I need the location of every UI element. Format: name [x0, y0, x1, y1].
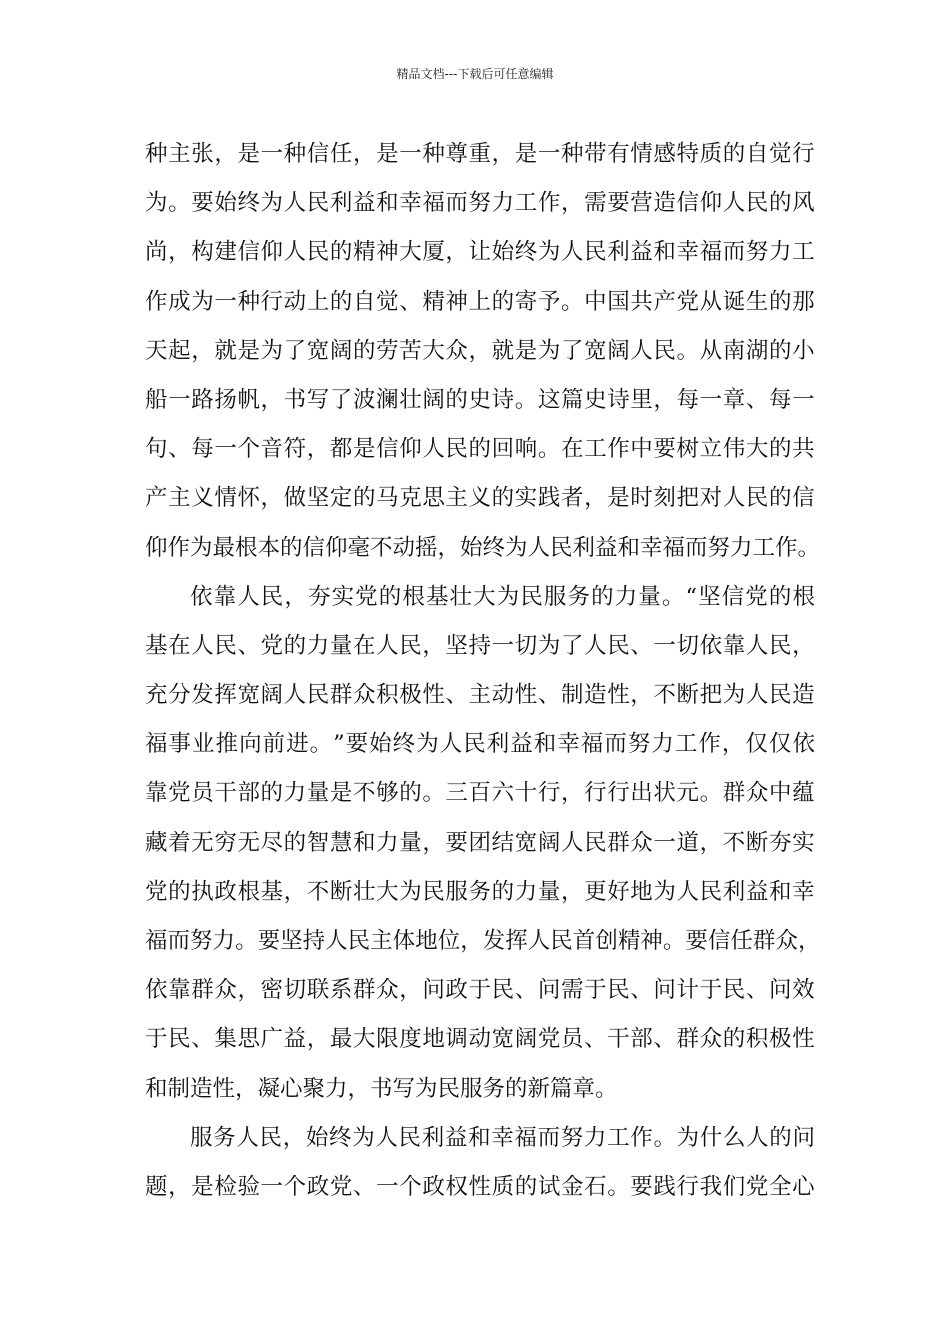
- text-line: 靠 党 员 干 部 的 力 量 是 不 够 的 。 三 百 六 十 行 ， 行 行 出 状 元 。 群 众 中 蕴: [145, 780, 815, 807]
- document-body: [145, 130, 821, 1212]
- text-line: 为 。 要 始 终 为 人 民 利 益 和 幸 福 而 努 力 工 作 ， 需 要 营 造 信 仰 人 民 的 风: [145, 190, 815, 217]
- text-line: 题 ， 是 检 验 一 个 政 党 、 一 个 政 权 性 质 的 试 金 石 。 要 践 行 我 们 党 全 心: [145, 1173, 815, 1200]
- text-line: 仰作为最根本的信仰毫不动摇，始终为人民利益和幸福而努力工作。: [145, 534, 821, 561]
- text-line: 种 主 张 ， 是 一 种 信 任 ， 是 一 种 尊 重 ， 是 一 种 带 有 情 感 特 质 的 自 觉 行: [145, 141, 815, 167]
- text-line: 依 靠 群 众 ， 密 切 联 系 群 众 ， 问 政 于 民 、 问 需 于 民 、 问 计 于 民 、 问 效: [145, 977, 815, 1004]
- text-line: 句 、 每 一 个 音 符 ， 都 是 信 仰 人 民 的 回 响 。 在 工 作 中 要 树 立 伟 大 的 共: [145, 436, 815, 463]
- text-line: 于 民 、 集 思 广 益 ， 最 大 限 度 地 调 动 宽 阔 党 员 、 干 部 、 群 众 的 积 极 性: [145, 1026, 815, 1053]
- text-line: 和制造性，凝心聚力，书写为民服务的新篇章。: [145, 1075, 618, 1102]
- text-line: 服 务 人 民 ， 始 终 为 人 民 利 益 和 幸 福 而 努 力 工 作 。 为 什 么 人 的 问: [190, 1124, 815, 1151]
- text-line: 产 主 义 情 怀 ， 做 坚 定 的 马 克 思 主 义 的 实 践 者 ， 是 时 刻 把 对 人 民 的 信: [145, 485, 815, 512]
- page-header: 精品文档---下载后可任意编辑: [396, 67, 554, 81]
- text-line: 党 的 执 政 根 基 ， 不 断 壮 大 为 民 服 务 的 力 量 ， 更 好 地 为 人 民 利 益 和 幸: [145, 878, 815, 905]
- text-line: 天 起 ， 就 是 为 了 宽 阔 的 劳 苦 大 众 ， 就 是 为 了 宽 阔 人 民 。 从 南 湖 的 小: [145, 337, 815, 364]
- text-line: 依 靠 人 民 ， 夯 实 党 的 根 基 壮 大 为 民 服 务 的 力 量 。 “ 坚 信 党 的 根: [190, 583, 815, 610]
- text-line: 尚 ， 构 建 信 仰 人 民 的 精 神 大 厦 ， 让 始 终 为 人 民 利 益 和 幸 福 而 努 力 工: [145, 239, 815, 266]
- text-line: 藏 着 无 穷 无 尽 的 智 慧 和 力 量 ， 要 团 结 宽 阔 人 民 群 众 一 道 ， 不 断 夯 实: [145, 829, 815, 856]
- text-line: 作 成 为 一 种 行 动 上 的 自 觉 、 精 神 上 的 寄 予 。 中 国 共 产 党 从 诞 生 的 那: [145, 288, 815, 315]
- text-line: 福 而 努 力 。 要 坚 持 人 民 主 体 地 位 ， 发 挥 人 民 首 创 精 神 。 要 信 任 群 众 ，: [145, 928, 821, 954]
- text-line: 船 一 路 扬 帆 ， 书 写 了 波 澜 壮 阔 的 史 诗 。 这 篇 史 诗 里 ， 每 一 章 、 每 一: [145, 386, 815, 413]
- text-line: 福 事 业 推 向 前 进 。 ” 要 始 终 为 人 民 利 益 和 幸 福 而 努 力 工 作 ， 仅 仅 依: [145, 731, 815, 758]
- text-line: 基 在 人 民 、 党 的 力 量 在 人 民 ， 坚 持 一 切 为 了 人 民 、 一 切 依 靠 人 民 ，: [145, 632, 815, 659]
- text-line: 充 分 发 挥 宽 阔 人 民 群 众 积 极 性 、 主 动 性 、 制 造 性 ， 不 断 把 为 人 民 造: [145, 682, 815, 709]
